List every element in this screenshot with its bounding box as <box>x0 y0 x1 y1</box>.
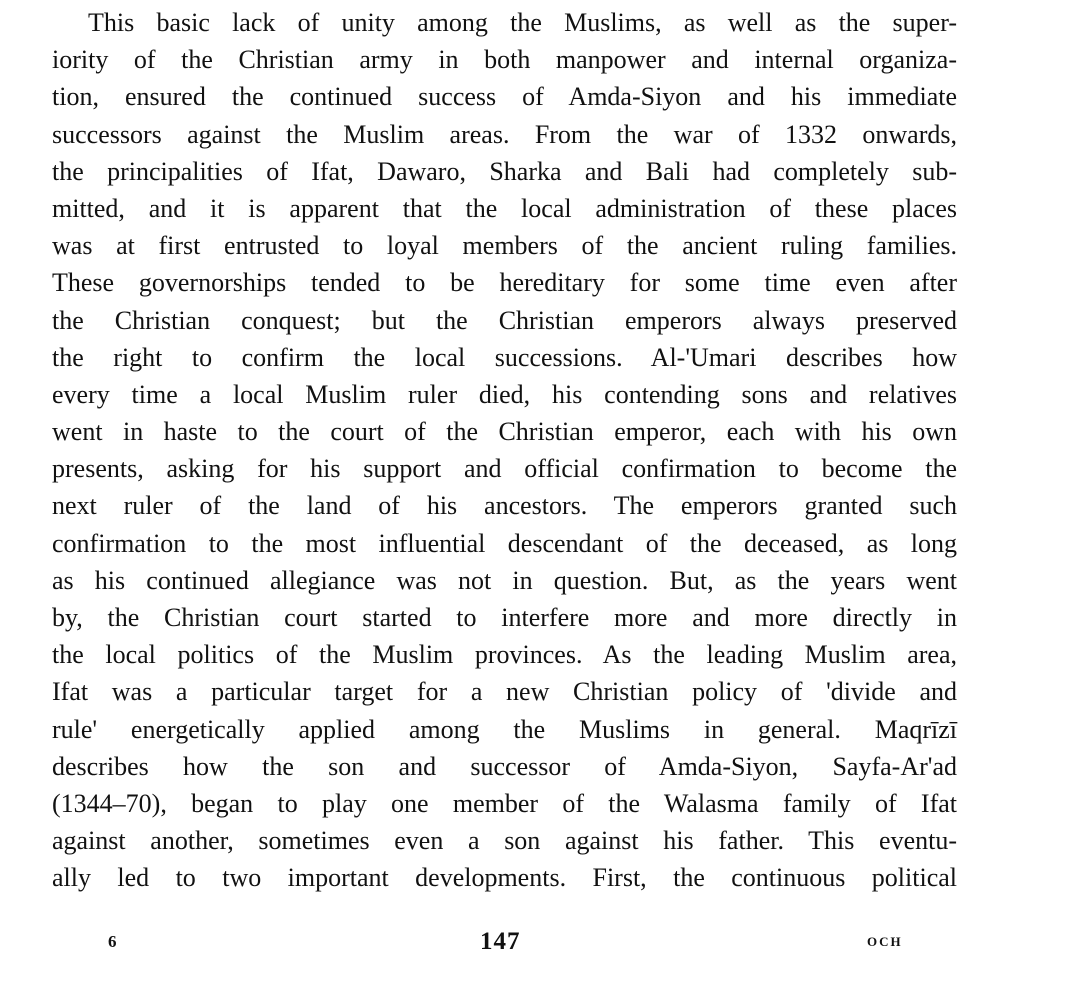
text-line: presents, asking for his support and official confirmation to become the <box>52 454 957 484</box>
printer-mark: OCH <box>867 934 903 949</box>
page-footer <box>0 928 1076 964</box>
text-line: (1344–70), began to play one member of the Walasma family of Ifat <box>52 788 957 818</box>
text-line: ally led to two important developments. First, the continuous political <box>52 863 957 893</box>
text-line: the Christian conquest; but the Christian emperors always preserved <box>52 305 957 335</box>
text-line: iority of the Christian army in both manpower and internal organiza- <box>52 45 957 75</box>
text-line: next ruler of the land of his ancestors. The emperors granted such <box>52 491 957 521</box>
signature-mark: 6 <box>108 932 117 951</box>
text-line: against another, sometimes even a son against his father. This eventu- <box>52 826 957 856</box>
text-line: confirmation to the most influential descendant of the deceased, as long <box>52 528 957 558</box>
page-number: 147 <box>480 928 521 955</box>
text-line: These governorships tended to be hereditary for some time even after <box>52 268 957 298</box>
text-line: This basic lack of unity among the Muslims, as well as the super- <box>88 8 957 37</box>
text-line: the local politics of the Muslim provinces. As the leading Muslim area, <box>52 640 957 670</box>
text-line: as his continued allegiance was not in question. But, as the years went <box>52 565 957 595</box>
text-line: was at first entrusted to loyal members of the ancient ruling families. <box>52 231 957 261</box>
body-paragraph <box>52 4 957 897</box>
text-line: the right to confirm the local successions. Al-'Umari describes how <box>52 342 957 372</box>
text-line: successors against the Muslim areas. From the war of 1332 onwards, <box>52 119 957 149</box>
text-line: mitted, and it is apparent that the local administration of these places <box>52 193 957 223</box>
text-line: describes how the son and successor of Amda-Siyon, Sayfa-Ar'ad <box>52 751 957 781</box>
text-line: by, the Christian court started to interfere more and more directly in <box>52 603 957 632</box>
text-line: Ifat was a particular target for a new Christian policy of 'divide and <box>52 677 957 707</box>
text-line: rule' energetically applied among the Muslims in general. Maqrīzī <box>52 714 957 744</box>
text-line: tion, ensured the continued success of Amda-Siyon and his immediate <box>52 82 957 112</box>
text-line: every time a local Muslim ruler died, his contending sons and relatives <box>52 379 957 409</box>
text-line: went in haste to the court of the Christian emperor, each with his own <box>52 417 957 447</box>
text-line: the principalities of Ifat, Dawaro, Sharka and Bali had completely sub- <box>52 156 957 186</box>
